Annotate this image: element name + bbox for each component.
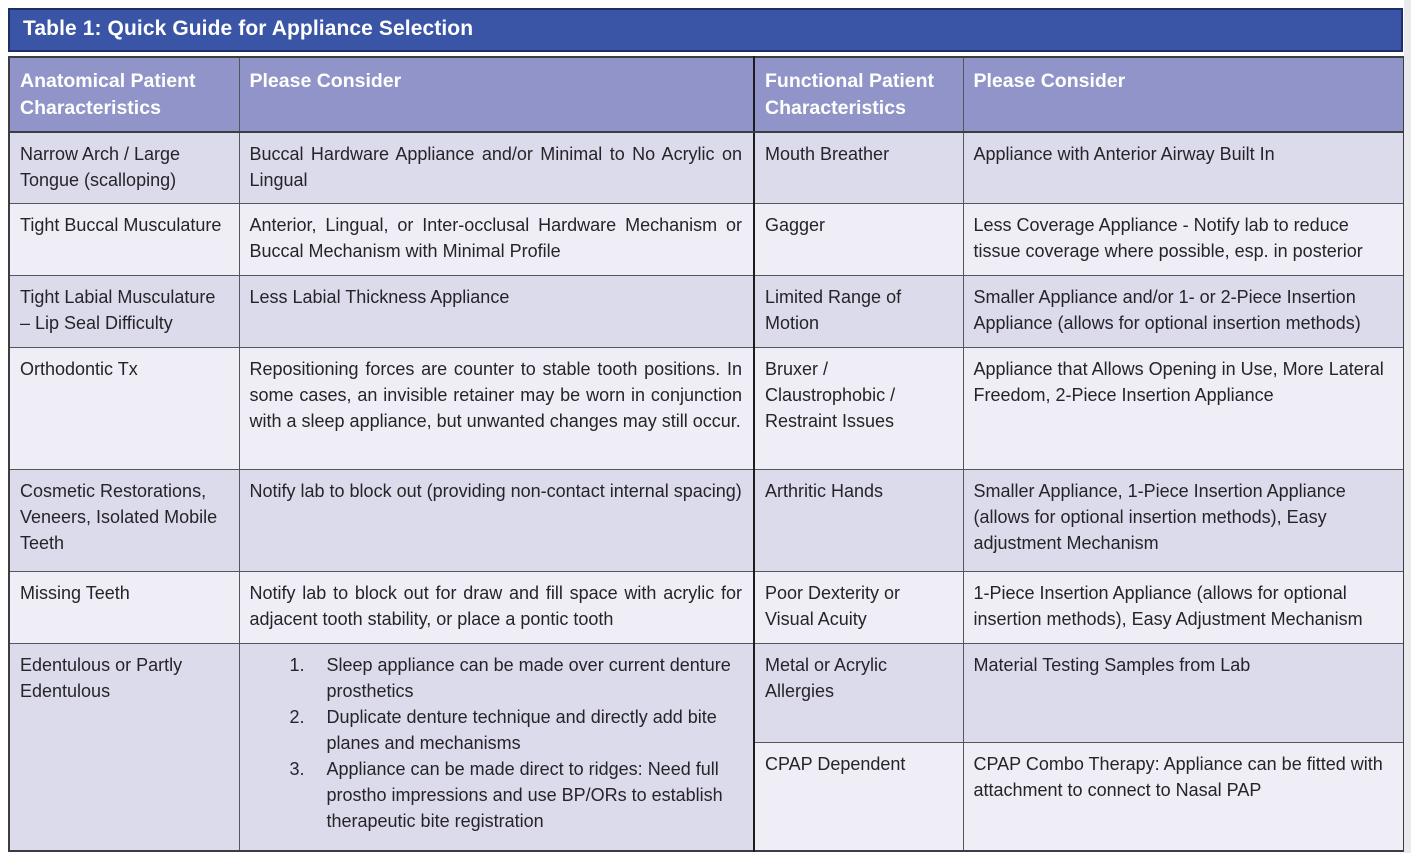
cell-consider-left: Notify lab to block out for draw and fill space with acrylic for adjacent tooth stability, or place a pontic tooth <box>239 572 754 644</box>
cell-consider-right: Appliance with Anterior Airway Built In <box>963 132 1404 204</box>
cell-functional: CPAP Dependent <box>754 743 963 851</box>
col-header-consider-right: Please Consider <box>963 57 1404 132</box>
cell-consider-right: Smaller Appliance, 1-Piece Insertion Appliance (allows for optional insertion methods), Easy adjustment Mechanism <box>963 470 1404 572</box>
denture-options-list <box>250 653 743 834</box>
list-item: Appliance can be made direct to ridges: Need full prostho impressions and use BP/ORs to establish therapeutic bite registration <box>326 758 723 831</box>
cell-functional: Gagger <box>754 204 963 276</box>
cell-consider-right: Less Coverage Appliance - Notify lab to reduce tissue coverage where possible, esp. in posterior <box>963 204 1404 276</box>
cell-consider-left: Anterior, Lingual, or Inter-occlusal Hardware Mechanism or Buccal Mechanism with Minimal Profile <box>239 204 754 276</box>
cell-functional: Bruxer / Claustrophobic / Restraint Issues <box>754 348 963 470</box>
cell-anatomical: Cosmetic Restorations, Veneers, Isolated Mobile Teeth <box>9 470 239 572</box>
cell-consider-right: 1-Piece Insertion Appliance (allows for optional insertion methods), Easy Adjustment Mechanism <box>963 572 1404 644</box>
cell-consider-left: Less Labial Thickness Appliance <box>239 276 754 348</box>
cell-consider-right: Material Testing Samples from Lab <box>963 644 1404 743</box>
table-row <box>9 348 1404 470</box>
page-edge-strip <box>1404 0 1411 853</box>
cell-anatomical: Narrow Arch / Large Tongue (scalloping) <box>9 132 239 204</box>
cell-functional: Limited Range of Motion <box>754 276 963 348</box>
cell-consider-left: Notify lab to block out (providing non-contact internal spacing) <box>239 470 754 572</box>
col-header-functional: Functional Patient Characteristics <box>754 57 963 132</box>
table-row <box>9 132 1404 204</box>
table-title-bar <box>8 8 1403 52</box>
col-header-anatomical: Anatomical Patient Characteristics <box>9 57 239 132</box>
quick-guide-table <box>8 56 1405 852</box>
cell-consider-right: Appliance that Allows Opening in Use, More Lateral Freedom, 2-Piece Insertion Appliance <box>963 348 1404 470</box>
cell-anatomical: Tight Labial Musculature – Lip Seal Difficulty <box>9 276 239 348</box>
cell-consider-right: CPAP Combo Therapy: Appliance can be fitted with attachment to connect to Nasal PAP <box>963 743 1404 851</box>
cell-anatomical: Tight Buccal Musculature <box>9 204 239 276</box>
cell-anatomical: Orthodontic Tx <box>9 348 239 470</box>
cell-consider-left: Buccal Hardware Appliance and/or Minimal to No Acrylic on Lingual <box>239 132 754 204</box>
table-row <box>9 644 1404 743</box>
cell-anatomical: Edentulous or Partly Edentulous <box>9 644 239 851</box>
cell-functional: Poor Dexterity or Visual Acuity <box>754 572 963 644</box>
table-row <box>9 470 1404 572</box>
table-title: Table 1: Quick Guide for Appliance Selection <box>23 17 474 40</box>
cell-functional: Metal or Acrylic Allergies <box>754 644 963 743</box>
table-row <box>9 204 1404 276</box>
cell-functional: Mouth Breather <box>754 132 963 204</box>
table-row <box>9 276 1404 348</box>
list-item: Duplicate denture technique and directly add bite planes and mechanisms <box>326 706 717 753</box>
cell-consider-left: Repositioning forces are counter to stable tooth positions. In some cases, an invisible retainer may be worn in conjunction with a sleep appliance, but unwanted changes may still occur. <box>239 348 754 470</box>
cell-consider-left <box>239 644 754 851</box>
appliance-selection-table-block <box>8 8 1403 852</box>
table-row <box>9 572 1404 644</box>
cell-anatomical: Missing Teeth <box>9 572 239 644</box>
header-row <box>9 57 1404 132</box>
col-header-consider-left: Please Consider <box>239 57 754 132</box>
cell-functional: Arthritic Hands <box>754 470 963 572</box>
list-item: Sleep appliance can be made over current denture prosthetics <box>326 655 731 701</box>
cell-consider-right: Smaller Appliance and/or 1- or 2-Piece Insertion Appliance (allows for optional insertion methods) <box>963 276 1404 348</box>
